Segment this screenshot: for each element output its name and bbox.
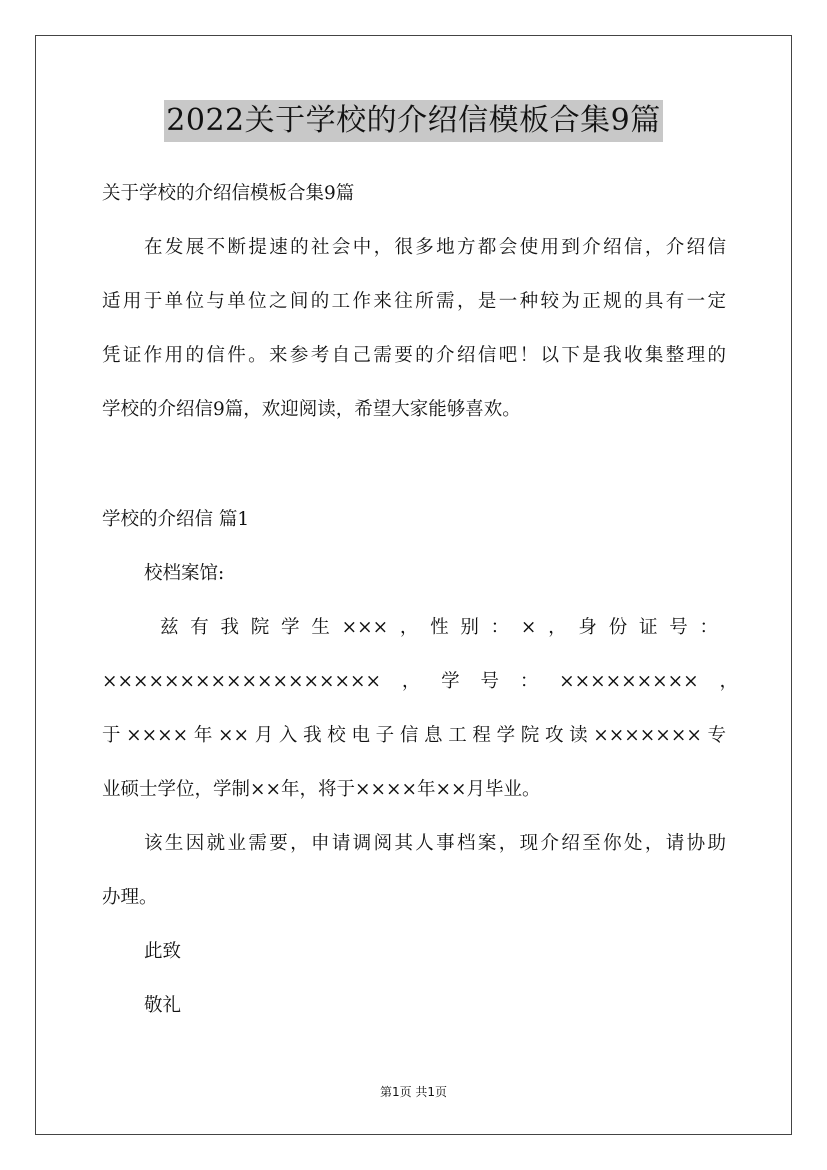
intro-line: 在发展不断提速的社会中，很多地方都会使用到介绍信，介绍信	[144, 237, 726, 258]
letter-body-line: 业硕士学位，学制××年，将于××××年××月毕业。	[102, 779, 541, 800]
document-subtitle: 关于学校的介绍信模板合集9篇	[102, 183, 355, 204]
letter-request-line: 办理。	[102, 887, 158, 908]
letter-closing: 此致	[144, 941, 182, 962]
document-title: 2022关于学校的介绍信模板合集9篇	[164, 100, 662, 142]
letter-body-line: 兹有我院学生×××，性别：×，身份证号：	[160, 617, 718, 638]
intro-line: 学校的介绍信9篇，欢迎阅读，希望大家能够喜欢。	[102, 399, 521, 420]
section-heading: 学校的介绍信 篇1	[102, 509, 250, 530]
intro-line: 凭证作用的信件。来参考自己需要的介绍信吧！以下是我收集整理的	[102, 345, 726, 366]
letter-request-line: 该生因就业需要，申请调阅其人事档案，现介绍至你处，请协助	[144, 833, 726, 854]
intro-line: 适用于单位与单位之间的工作来往所需，是一种较为正规的具有一定	[102, 291, 726, 312]
letter-closing: 敬礼	[144, 995, 182, 1016]
page-number-footer: 第1页 共1页	[379, 1085, 448, 1099]
letter-body-line: ××××××××××××××××××，学号：×××××××××，	[102, 671, 738, 692]
letter-body-line: 于××××年××月入我校电子信息工程学院攻读×××××××专	[102, 725, 726, 746]
letter-salutation: 校档案馆:	[144, 563, 225, 584]
